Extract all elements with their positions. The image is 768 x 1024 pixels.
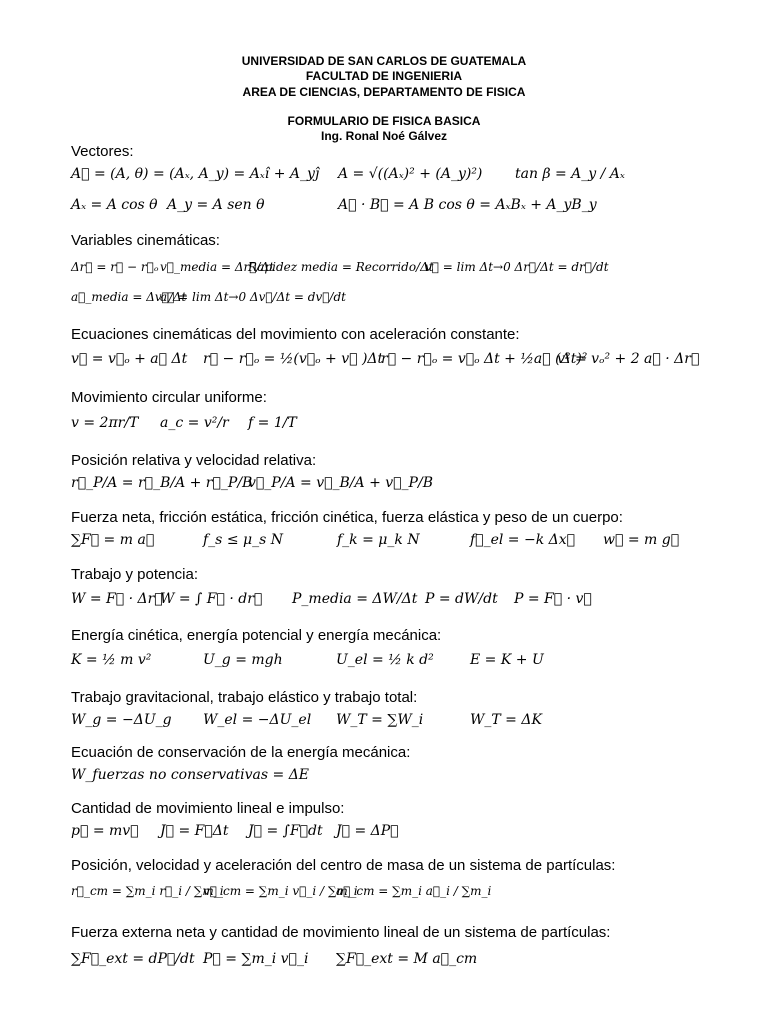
formula-cm-position: r⃗_cm = ∑m_i r⃗_i / ∑m_i [71, 884, 224, 898]
section-title-fuerza-neta: Fuerza neta, fricción estática, fricción cinética, fuerza elástica y peso de un cuerpo: [71, 509, 623, 526]
section-title-movimiento-circular: Movimiento circular uniforme: [71, 389, 267, 406]
formula-frequency: f = 1/T [248, 415, 297, 431]
formula-relative-position: r⃗_P/A = r⃗_B/A + r⃗_P/B [71, 475, 253, 491]
section-title-energia: Energía cinética, energía potencial y energía mecánica: [71, 627, 442, 644]
department-name: AREA DE CIENCIAS, DEPARTAMENTO DE FISICA [242, 85, 526, 99]
formula-linear-momentum: p⃗ = mv⃗ [71, 823, 139, 839]
formula-velocity-time: v⃗ = v⃗ₒ + a⃗ Δt [71, 351, 188, 367]
author-name: Ing. Ronal Noé Gálvez [320, 129, 448, 143]
section-title-trabajo-potencia: Trabajo y potencia: [71, 566, 199, 583]
formula-total-work-sum: W_T = ∑W_i [336, 712, 424, 728]
section-title-trabajo-gravitacional: Trabajo gravitacional, trabajo elástico y trabajo total: [71, 689, 418, 706]
formula-work-energy-theorem: W_T = ΔK [470, 712, 542, 728]
formula-external-force-mass: ∑F⃗_ext = M a⃗_cm [336, 951, 478, 967]
formula-instant-power: P = dW/dt [425, 591, 498, 607]
section-title-ecuaciones-cinematicas: Ecuaciones cinemáticas del movimiento con aceleración constante: [71, 326, 520, 343]
formula-work-constant: W = F⃗ · Δr⃗ [71, 591, 163, 607]
formula-cm-velocity: v⃗_cm = ∑m_i v⃗_i / ∑m_i [203, 884, 358, 898]
formula-nonconservative-work: W_fuerzas no conservativas = ΔE [71, 767, 310, 783]
formula-vector-magnitude: A = √((Aₓ)² + (A_y)²) [338, 166, 483, 182]
formula-newton-second-law: ∑F⃗ = m a⃗ [71, 532, 155, 548]
document-title: FORMULARIO DE FISICA BASICA [287, 114, 481, 128]
section-title-posicion-relativa: Posición relativa y velocidad relativa: [71, 452, 317, 469]
formula-displacement-avg: r⃗ − r⃗ₒ = ½(v⃗ₒ + v⃗ )Δt [203, 351, 384, 367]
formula-total-momentum: P⃗ = ∑m_i v⃗_i [203, 951, 309, 967]
section-title-conservacion-energia: Ecuación de conservación de la energía mecánica: [71, 744, 411, 761]
formula-relative-velocity: v⃗_P/A = v⃗_B/A + v⃗_P/B [248, 475, 433, 491]
formula-weight: w⃗ = m g⃗ [603, 532, 680, 548]
formula-external-force-derivative: ∑F⃗_ext = dP⃗/dt [71, 951, 195, 967]
formula-dot-product: A⃗ · B⃗ = A B cos θ = AₓBₓ + A_yB_y [338, 197, 597, 213]
formula-static-friction: f_s ≤ μ_s N [203, 532, 283, 548]
formula-ax: Aₓ = A cos θ [71, 197, 158, 213]
faculty-name: FACULTAD DE INGENIERIA [305, 69, 463, 83]
formula-elastic-force: f⃗_el = −k Δx⃗ [470, 532, 576, 548]
formula-elastic-potential: U_el = ½ k d² [336, 652, 434, 668]
formula-circular-speed: v = 2πr/T [71, 415, 139, 431]
section-title-vectores: Vectores: [71, 143, 134, 160]
university-name: UNIVERSIDAD DE SAN CARLOS DE GUATEMALA [241, 54, 527, 68]
section-title-variables-cinematicas: Variables cinemáticas: [71, 232, 220, 249]
section-title-fuerza-externa: Fuerza externa neta y cantidad de movimiento lineal de un sistema de partículas: [71, 924, 611, 941]
formula-impulse-integral: J⃗ = ∫F⃗dt [248, 823, 323, 839]
formula-instant-acceleration: a⃗ = lim Δt→0 Δv⃗/Δt = dv⃗/dt [160, 290, 346, 304]
formula-mean-acceleration: a⃗_media = Δv⃗/Δt [71, 290, 187, 304]
formula-kinetic-energy: K = ½ m v² [71, 652, 152, 668]
formula-ay: A_y = A sen θ [167, 197, 265, 213]
formula-displacement: Δr⃗ = r⃗ − r⃗ₒ [71, 260, 159, 274]
formula-velocity-squared: v² = vₒ² + 2 a⃗ · Δr⃗ [557, 351, 700, 367]
formula-cm-acceleration: a⃗_cm = ∑m_i a⃗_i / ∑m_i [336, 884, 492, 898]
formula-mean-speed: Rapidez media = Recorrido/Δt [248, 260, 434, 274]
section-title-centro-masa: Posición, velocidad y aceleración del centro de masa de un sistema de partículas: [71, 857, 616, 874]
formula-elastic-work: W_el = −ΔU_el [203, 712, 312, 728]
formula-impulse-constant: J⃗ = F⃗Δt [160, 823, 229, 839]
formula-impulse-momentum: J⃗ = ΔP⃗ [336, 823, 399, 839]
formula-kinetic-friction: f_k = μ_k N [337, 532, 420, 548]
formula-gravitational-work: W_g = −ΔU_g [71, 712, 172, 728]
formula-centripetal-accel: a_c = v²/r [160, 415, 229, 431]
formula-power-dot: P = F⃗ · v⃗ [514, 591, 592, 607]
formula-mechanical-energy: E = K + U [470, 652, 544, 668]
section-title-cantidad-movimiento: Cantidad de movimiento lineal e impulso: [71, 800, 345, 817]
formula-mean-power: P_media = ΔW/Δt [292, 591, 418, 607]
formula-work-integral: W = ∫ F⃗ · dr⃗ [160, 591, 263, 607]
formula-vector-angle: tan β = A_y / Aₓ [515, 166, 625, 182]
formula-vector-components: A⃗ = (A, θ) = (Aₓ, A_y) = Aₓî + A_yĵ [71, 166, 320, 182]
formula-gravitational-potential: U_g = mgh [203, 652, 283, 668]
formula-instant-velocity: v⃗ = lim Δt→0 Δr⃗/Δt = dr⃗/dt [425, 260, 609, 274]
formula-mean-velocity: v⃗_media = Δr⃗/Δt [160, 260, 274, 274]
formula-displacement-accel: r⃗ − r⃗ₒ = v⃗ₒ Δt + ½a⃗ (Δt)² [381, 351, 588, 367]
